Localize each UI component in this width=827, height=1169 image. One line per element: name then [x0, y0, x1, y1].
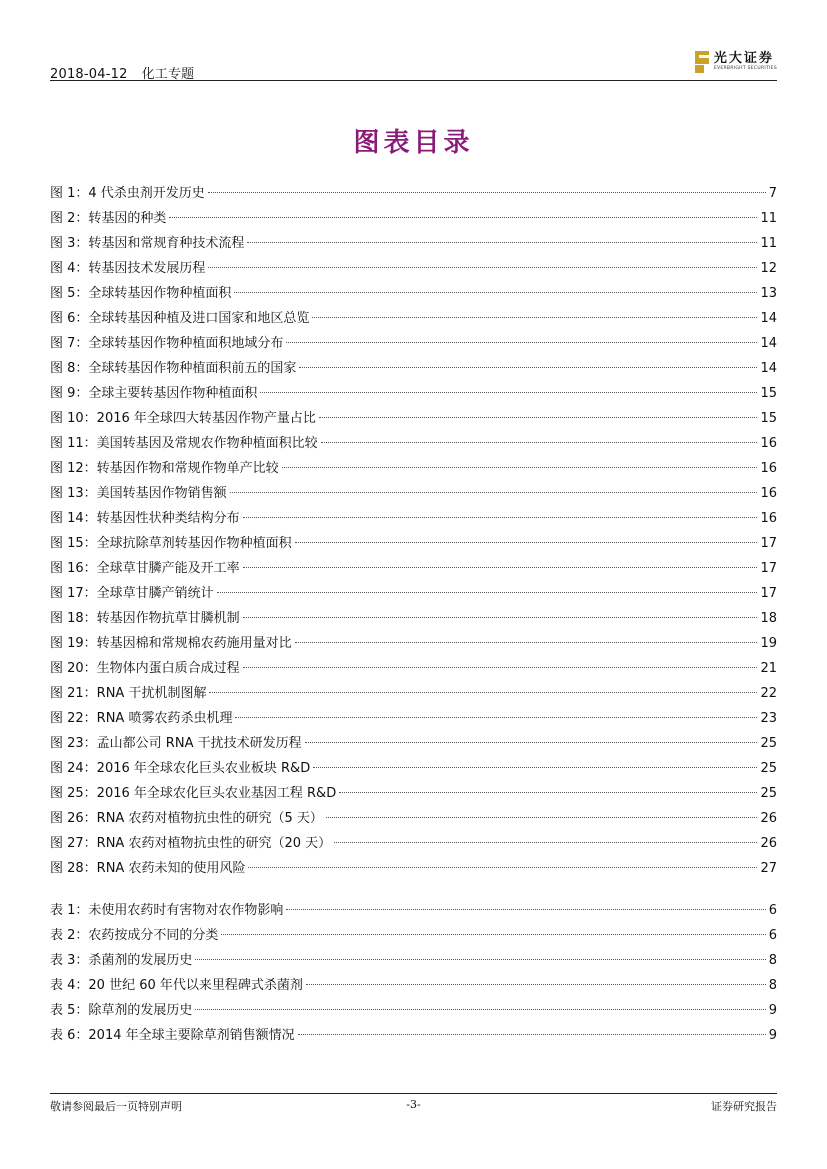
dot-leader	[286, 342, 757, 343]
dot-leader	[313, 767, 757, 768]
dot-leader	[195, 1009, 765, 1010]
dot-leader	[326, 817, 758, 818]
toc-entry-label: 图 27：RNA 农药对植物抗虫性的研究（20 天）	[50, 836, 332, 851]
toc-entry-page: 23	[760, 711, 777, 726]
toc-entry-label: 表 2：农药按成分不同的分类	[50, 928, 219, 943]
table-entry[interactable]	[50, 998, 777, 1023]
toc-entry-page: 15	[760, 411, 777, 426]
toc-entry-page: 26	[760, 811, 777, 826]
toc-entry-page: 9	[768, 1028, 777, 1043]
figure-entry[interactable]	[50, 806, 777, 831]
dot-leader	[243, 617, 758, 618]
figure-entry[interactable]	[50, 831, 777, 856]
table-entry[interactable]	[50, 973, 777, 998]
figure-entry[interactable]	[50, 731, 777, 756]
toc-entry-page: 25	[760, 736, 777, 751]
dot-leader	[312, 317, 757, 318]
toc-entry-label: 图 11：美国转基因及常规农作物种植面积比较	[50, 436, 318, 451]
dot-leader	[195, 959, 765, 960]
toc-entry-label: 表 6：2014 年全球主要除草剂销售额情况	[50, 1028, 295, 1043]
toc-entry-page: 17	[760, 536, 777, 551]
figure-entry[interactable]	[50, 856, 777, 881]
toc-entry-label: 图 8：全球转基因作物种植面积前五的国家	[50, 361, 297, 376]
toc-entry-label: 图 26：RNA 农药对植物抗虫性的研究（5 天）	[50, 811, 323, 826]
dot-leader	[247, 242, 757, 243]
dot-leader	[209, 692, 757, 693]
dot-leader	[217, 592, 758, 593]
dot-leader	[169, 217, 757, 218]
toc-entry-label: 图 7：全球转基因作物种植面积地域分布	[50, 336, 284, 351]
toc-entry-label: 图 5：全球转基因作物种植面积	[50, 286, 232, 301]
figure-entry[interactable]	[50, 206, 777, 231]
toc-entry-page: 17	[760, 561, 777, 576]
toc-entry-label: 图 4：转基因技术发展历程	[50, 261, 206, 276]
toc-entry-label: 图 15：全球抗除草剂转基因作物种植面积	[50, 536, 292, 551]
footer-report-type: 证券研究报告	[711, 1100, 777, 1113]
dot-leader	[230, 492, 758, 493]
toc-entry-page: 25	[760, 761, 777, 776]
toc-entry-page: 8	[768, 953, 777, 968]
toc-entry-page: 16	[760, 436, 777, 451]
footer-disclaimer: 敬请参阅最后一页特别声明	[50, 1100, 182, 1113]
dot-leader	[334, 842, 757, 843]
toc-entry-page: 6	[768, 903, 777, 918]
dot-leader	[319, 417, 758, 418]
toc-entry-page: 27	[760, 861, 777, 876]
footer-divider	[50, 1093, 777, 1094]
toc-entry-label: 图 23：孟山都公司 RNA 干扰技术研发历程	[50, 736, 302, 751]
dot-leader	[234, 292, 757, 293]
table-entry[interactable]	[50, 923, 777, 948]
figure-entry[interactable]	[50, 381, 777, 406]
dot-leader	[260, 392, 757, 393]
dot-leader	[282, 467, 758, 468]
figure-entry[interactable]	[50, 656, 777, 681]
header-divider	[50, 80, 777, 81]
table-entry[interactable]	[50, 948, 777, 973]
toc-entry-label: 图 19：转基因棉和常规棉农药施用量对比	[50, 636, 292, 651]
toc-entry-page: 26	[760, 836, 777, 851]
figure-entry[interactable]	[50, 556, 777, 581]
toc-entry-page: 18	[760, 611, 777, 626]
figure-entry[interactable]	[50, 506, 777, 531]
toc-entry-label: 图 1：4 代杀虫剂开发历史	[50, 186, 205, 201]
toc-entry-label: 表 1：未使用农药时有害物对农作物影响	[50, 903, 284, 918]
logo-mark-icon	[695, 51, 709, 73]
toc-entry-page: 16	[760, 486, 777, 501]
dot-leader	[305, 742, 758, 743]
toc-entry-label: 图 10：2016 年全球四大转基因作物产量占比	[50, 411, 316, 426]
page-title: 图表目录	[353, 128, 474, 158]
dot-leader	[221, 934, 765, 935]
figure-entry[interactable]	[50, 256, 777, 281]
figure-entry[interactable]	[50, 631, 777, 656]
toc-entry-label: 图 14：转基因性状种类结构分布	[50, 511, 240, 526]
toc-entry-page: 9	[768, 1003, 777, 1018]
toc-entry-label: 图 22：RNA 喷雾农药杀虫机理	[50, 711, 233, 726]
dot-leader	[298, 1034, 766, 1035]
toc-entry-label: 图 13：美国转基因作物销售额	[50, 486, 227, 501]
figure-entry[interactable]	[50, 406, 777, 431]
figure-entry[interactable]	[50, 581, 777, 606]
figure-entry[interactable]	[50, 781, 777, 806]
table-entry[interactable]	[50, 898, 777, 923]
dot-leader	[295, 642, 758, 643]
figure-entry[interactable]	[50, 606, 777, 631]
dot-leader	[243, 567, 758, 568]
figure-entry[interactable]	[50, 756, 777, 781]
dot-leader	[235, 717, 757, 718]
toc-entry-page: 21	[760, 661, 777, 676]
table-entry[interactable]	[50, 1023, 777, 1048]
dot-leader	[248, 867, 757, 868]
toc-entry-label: 图 20：生物体内蛋白质合成过程	[50, 661, 240, 676]
toc-entry-label: 表 5：除草剂的发展历史	[50, 1003, 193, 1018]
figure-list	[50, 181, 777, 881]
toc-entry-page: 13	[760, 286, 777, 301]
figure-entry[interactable]	[50, 431, 777, 456]
dot-leader	[295, 542, 758, 543]
table-list	[50, 898, 777, 1048]
toc-entry-label: 图 25：2016 年全球农化巨头农业基因工程 R&D	[50, 786, 337, 801]
toc-entry-label: 图 24：2016 年全球农化巨头农业板块 R&D	[50, 761, 311, 776]
toc-entry-page: 19	[760, 636, 777, 651]
figure-entry[interactable]	[50, 681, 777, 706]
figure-entry[interactable]	[50, 356, 777, 381]
toc-entry-label: 图 18：转基因作物抗草甘膦机制	[50, 611, 240, 626]
logo-chinese-name: 光大证券	[713, 51, 774, 66]
figure-entry[interactable]	[50, 306, 777, 331]
figure-entry[interactable]	[50, 456, 777, 481]
toc-entry-label: 图 28：RNA 农药未知的使用风险	[50, 861, 246, 876]
toc-entry-label: 图 2：转基因的种类	[50, 211, 167, 226]
toc-entry-label: 图 17：全球草甘膦产销统计	[50, 586, 214, 601]
toc-entry-page: 6	[768, 928, 777, 943]
toc-entry-page: 17	[760, 586, 777, 601]
dot-leader	[321, 442, 758, 443]
toc-entry-label: 图 6：全球转基因种植及进口国家和地区总览	[50, 311, 310, 326]
report-category: 化工专题	[141, 67, 195, 82]
figure-entry[interactable]	[50, 281, 777, 306]
figure-entry[interactable]	[50, 231, 777, 256]
logo-english-name: EVERBRIGHT SECURITIES	[713, 66, 777, 71]
dot-leader	[208, 267, 757, 268]
figure-entry[interactable]	[50, 481, 777, 506]
toc-entry-page: 15	[760, 386, 777, 401]
toc-entry-label: 图 3：转基因和常规育种技术流程	[50, 236, 245, 251]
dot-leader	[243, 667, 758, 668]
toc-entry-label: 图 16：全球草甘膦产能及开工率	[50, 561, 240, 576]
figure-entry[interactable]	[50, 706, 777, 731]
toc-entry-label: 图 12：转基因作物和常规作物单产比较	[50, 461, 279, 476]
dot-leader	[299, 367, 757, 368]
company-logo	[695, 51, 777, 73]
dot-leader	[306, 984, 766, 985]
figure-entry[interactable]	[50, 181, 777, 206]
toc-entry-page: 25	[760, 786, 777, 801]
toc-entry-page: 8	[768, 978, 777, 993]
toc-entry-label: 图 9：全球主要转基因作物种植面积	[50, 386, 258, 401]
toc-entry-page: 16	[760, 461, 777, 476]
toc-entry-label: 表 3：杀菌剂的发展历史	[50, 953, 193, 968]
figure-entry[interactable]	[50, 531, 777, 556]
toc-entry-page: 22	[760, 686, 777, 701]
dot-leader	[286, 909, 765, 910]
dot-leader	[208, 192, 766, 193]
toc-entry-page: 7	[768, 186, 777, 201]
toc-entry-page: 14	[760, 336, 777, 351]
toc-entry-page: 11	[760, 211, 777, 226]
page-number: -3-	[406, 1098, 421, 1111]
toc-entry-page: 11	[760, 236, 777, 251]
report-date: 2018-04-12	[50, 67, 128, 82]
dot-leader	[339, 792, 757, 793]
toc-entry-label: 图 21：RNA 干扰机制图解	[50, 686, 207, 701]
toc-entry-page: 16	[760, 511, 777, 526]
figure-entry[interactable]	[50, 331, 777, 356]
toc-entry-page: 14	[760, 311, 777, 326]
toc-entry-page: 12	[760, 261, 777, 276]
toc-entry-page: 14	[760, 361, 777, 376]
toc-entry-label: 表 4：20 世纪 60 年代以来里程碑式杀菌剂	[50, 978, 303, 993]
dot-leader	[243, 517, 758, 518]
